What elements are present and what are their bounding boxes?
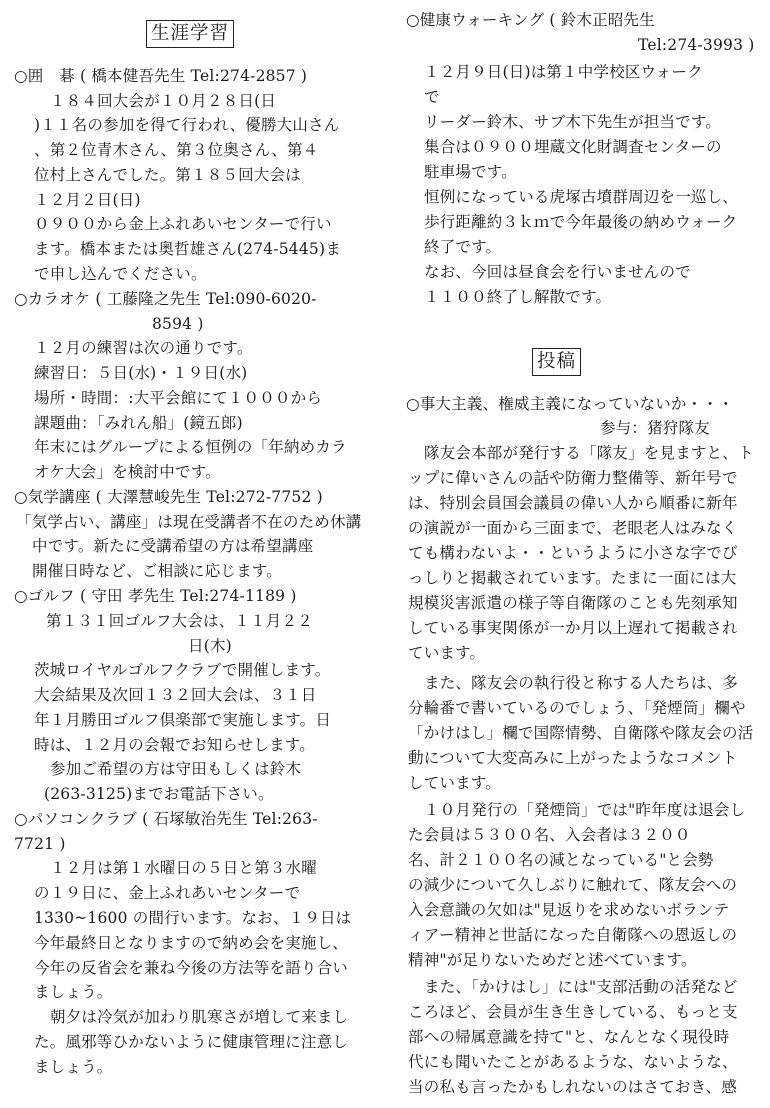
walking-line: 恒例になっている虎塚古墳群周辺を一巡し、 bbox=[424, 188, 739, 206]
article-line: ップに偉いさんの話や防衛力整備等、新年号で bbox=[408, 469, 738, 487]
section-heading-lifelong-learning: 生涯学習 bbox=[146, 20, 234, 48]
golf-line: 時は、１２月の会報でお知らせします。 bbox=[34, 736, 315, 754]
article-line: の減少について久しぶりに触れて、隊友会への bbox=[408, 876, 738, 894]
pc-club-line: 今年最終日となりますので納め会を実施し、 bbox=[34, 934, 349, 952]
article-line: 動について大変高みに上がったようなコメント bbox=[408, 749, 738, 767]
pc-club-line: ましょう。 bbox=[34, 983, 113, 1001]
go-line: １２月２日(日) bbox=[34, 191, 141, 209]
walking-title: ○健康ウォーキング ( 鈴木正昭先生 bbox=[406, 11, 655, 29]
go-line: )１１名の参加を得て行われ、優勝大山さん bbox=[34, 116, 340, 134]
walking-line: 駐車場です。 bbox=[424, 163, 517, 181]
article-line: また、「かけはし」には"支部活動の活発など bbox=[424, 978, 738, 996]
pc-club-line: た。風邪等ひかないように健康管理に注意し bbox=[34, 1033, 349, 1051]
go-line: ます。橋本または奥哲雄さん(274-5445)ま bbox=[34, 240, 341, 258]
walking-line: で bbox=[424, 88, 440, 106]
golf-line: (263-3125)までお電話下さい。 bbox=[44, 785, 274, 803]
walking-line: なお、今回は昼食会を行いませんので bbox=[424, 263, 691, 281]
walking-line: 歩行距離約３ｋｍで今年最後の納めウォーク bbox=[424, 213, 738, 231]
golf-line: 第１３１回ゴルフ大会は、１１月２２ bbox=[46, 612, 313, 630]
golf-title: ○ゴルフ ( 守田 孝先生 Tel:274-1189 ) bbox=[14, 587, 297, 605]
pc-club-title: ○パソコンクラブ ( 石塚敏治先生 Tel:263- bbox=[14, 810, 318, 828]
walking-line: １１００終了し解散です。 bbox=[424, 288, 612, 306]
golf-line: 日(木) bbox=[188, 637, 232, 655]
article-line: １０月発行の「発煙筒」では"昨年度は退会し bbox=[424, 801, 746, 819]
golf-line: 大会結果及次回１３２回大会は、３１日 bbox=[34, 686, 317, 704]
pc-club-line: ましょう。 bbox=[34, 1058, 113, 1076]
kigaku-line: 開催日時など、ご相談に応じます。 bbox=[32, 562, 282, 580]
article-line: また、隊友会の執行役と称する人たちは、多 bbox=[424, 674, 739, 692]
go-line: １８４回大会が１０月２８日(日 bbox=[50, 92, 277, 110]
article-line: しています。 bbox=[408, 774, 501, 792]
karaoke-line: 場所・時間：:大平会館にて１０００から bbox=[34, 389, 323, 407]
article-line: 精神"が足りないためだと述べています。 bbox=[408, 951, 697, 969]
article-line: 「かけはし」欄で国際情勢、自衛隊や隊友会の活 bbox=[408, 724, 754, 742]
walking-line: 集合は０９００埋蔵文化財調査センターの bbox=[424, 138, 722, 156]
kigaku-line: 中です。新たに受講希望の方は希望講座 bbox=[32, 537, 314, 555]
karaoke-title-cont: 8594 ) bbox=[152, 315, 204, 333]
article-line: 名、計２１００名の減となっている"と会勢 bbox=[408, 851, 714, 869]
karaoke-line: 年末にはグループによる恒例の「年納めカラ bbox=[34, 438, 347, 456]
walking-line: リーダー鈴木、サブ木下先生が担当です。 bbox=[424, 113, 722, 131]
article-line: ても構わないよ・・というように小さな字でび bbox=[408, 544, 738, 562]
go-line: ０９００から金上ふれあいセンターで行い bbox=[34, 215, 332, 233]
article-line: 代にも聞いたことがあるような、ないような、 bbox=[408, 1053, 738, 1071]
kigaku-title: ○気学講座 ( 大澤慧峻先生 Tel:272-7752 ) bbox=[14, 488, 323, 506]
article-line: している事実関係が一か月以上遅れて掲載され bbox=[408, 619, 738, 637]
walking-line: １２月９日(日)は第１中学校区ウォーク bbox=[424, 63, 703, 81]
go-line: で申し込んでください。 bbox=[34, 265, 207, 283]
walking-title-cont: Tel:274-3993 ) bbox=[638, 36, 755, 54]
karaoke-line: 練習日：５日(水)・１９日(水) bbox=[34, 364, 248, 382]
kigaku-line: 「気学占い、講座」は現在受講者不在のため休講 bbox=[16, 513, 362, 531]
pc-club-line: 朝夕は冷気が加わり肌寒さが増して来まし bbox=[50, 1008, 349, 1026]
article-line: っしりと掲載されています。たまに一面には大 bbox=[408, 569, 737, 587]
go-line: 、第２位青木さん、第３位奥さん、第４ bbox=[34, 141, 319, 159]
article-line: は、特別会員国会議員の偉い人から順番に新年 bbox=[408, 494, 738, 512]
article-title: ○事大主義、権威主義になっていないか・・・ bbox=[406, 395, 734, 413]
golf-line: 茨城ロイヤルゴルフクラブで開催します。 bbox=[34, 661, 331, 679]
article-line: 部への帰属意識を持て"と、なんとなく現役時 bbox=[408, 1028, 730, 1046]
article-line: 規模災害派遣の様子等自衛隊のことも先刻承知 bbox=[408, 594, 738, 612]
pc-club-line: １２月は第１水曜日の５日と第３水曜 bbox=[50, 859, 317, 877]
karaoke-title: ○カラオケ ( 工藤隆之先生 Tel:090-6020- bbox=[14, 290, 317, 308]
section-heading-contribution: 投稿 bbox=[532, 348, 581, 376]
go-line: 位村上さんでした。第１８５回大会は bbox=[34, 166, 301, 184]
article-line: の演説が一面から三面まで、老眼老人はみなく bbox=[408, 519, 738, 537]
golf-line: 参加ご希望の方は守田もしくは鈴木 bbox=[50, 760, 302, 778]
walking-line: 終了です。 bbox=[424, 238, 502, 256]
article-line: 入会意識の欠如は"見返りを求めないボランテ bbox=[408, 901, 730, 919]
article-line: ィアー精神と世話になった自衛隊への恩返しの bbox=[408, 926, 738, 944]
article-line: 分輪番で書いているのでしょう、「発煙筒」欄や bbox=[408, 699, 746, 717]
article-line: 当の私も言ったかもしれないのはさておき、感 bbox=[408, 1078, 738, 1096]
article-line: た会員は５３００名、入会者は３２００ bbox=[408, 826, 691, 844]
pc-club-line: 1330~1600 の間行います。なお、１９日は bbox=[34, 909, 352, 927]
article-line: 隊友会本部が発行する「隊友」を見ますと、ト bbox=[424, 444, 754, 462]
karaoke-line: オケ大会」を検討中です。 bbox=[34, 463, 221, 481]
karaoke-line: １２月の練習は次の通りです。 bbox=[34, 339, 253, 357]
karaoke-line: 課題曲：「みれん船」(鏡五郎) bbox=[34, 414, 243, 432]
pc-club-title-cont: 7721 ) bbox=[14, 835, 66, 853]
pc-club-line: 今年の反省会を兼ね今後の方法等を語り合い bbox=[34, 959, 349, 977]
pc-club-line: の１９日に、金上ふれあいセンターで bbox=[34, 884, 301, 902]
article-line: ころほど、会員が生き生きしている、もっと支 bbox=[408, 1003, 738, 1021]
article-line: ています。 bbox=[408, 644, 486, 662]
go-title: ○囲 碁 ( 橋本健吾先生 Tel:274-2857 ) bbox=[14, 67, 308, 85]
article-byline: 参与：猪狩隊友 bbox=[600, 419, 710, 437]
golf-line: 年１月勝田ゴルフ倶楽部で実施します。日 bbox=[34, 711, 332, 729]
